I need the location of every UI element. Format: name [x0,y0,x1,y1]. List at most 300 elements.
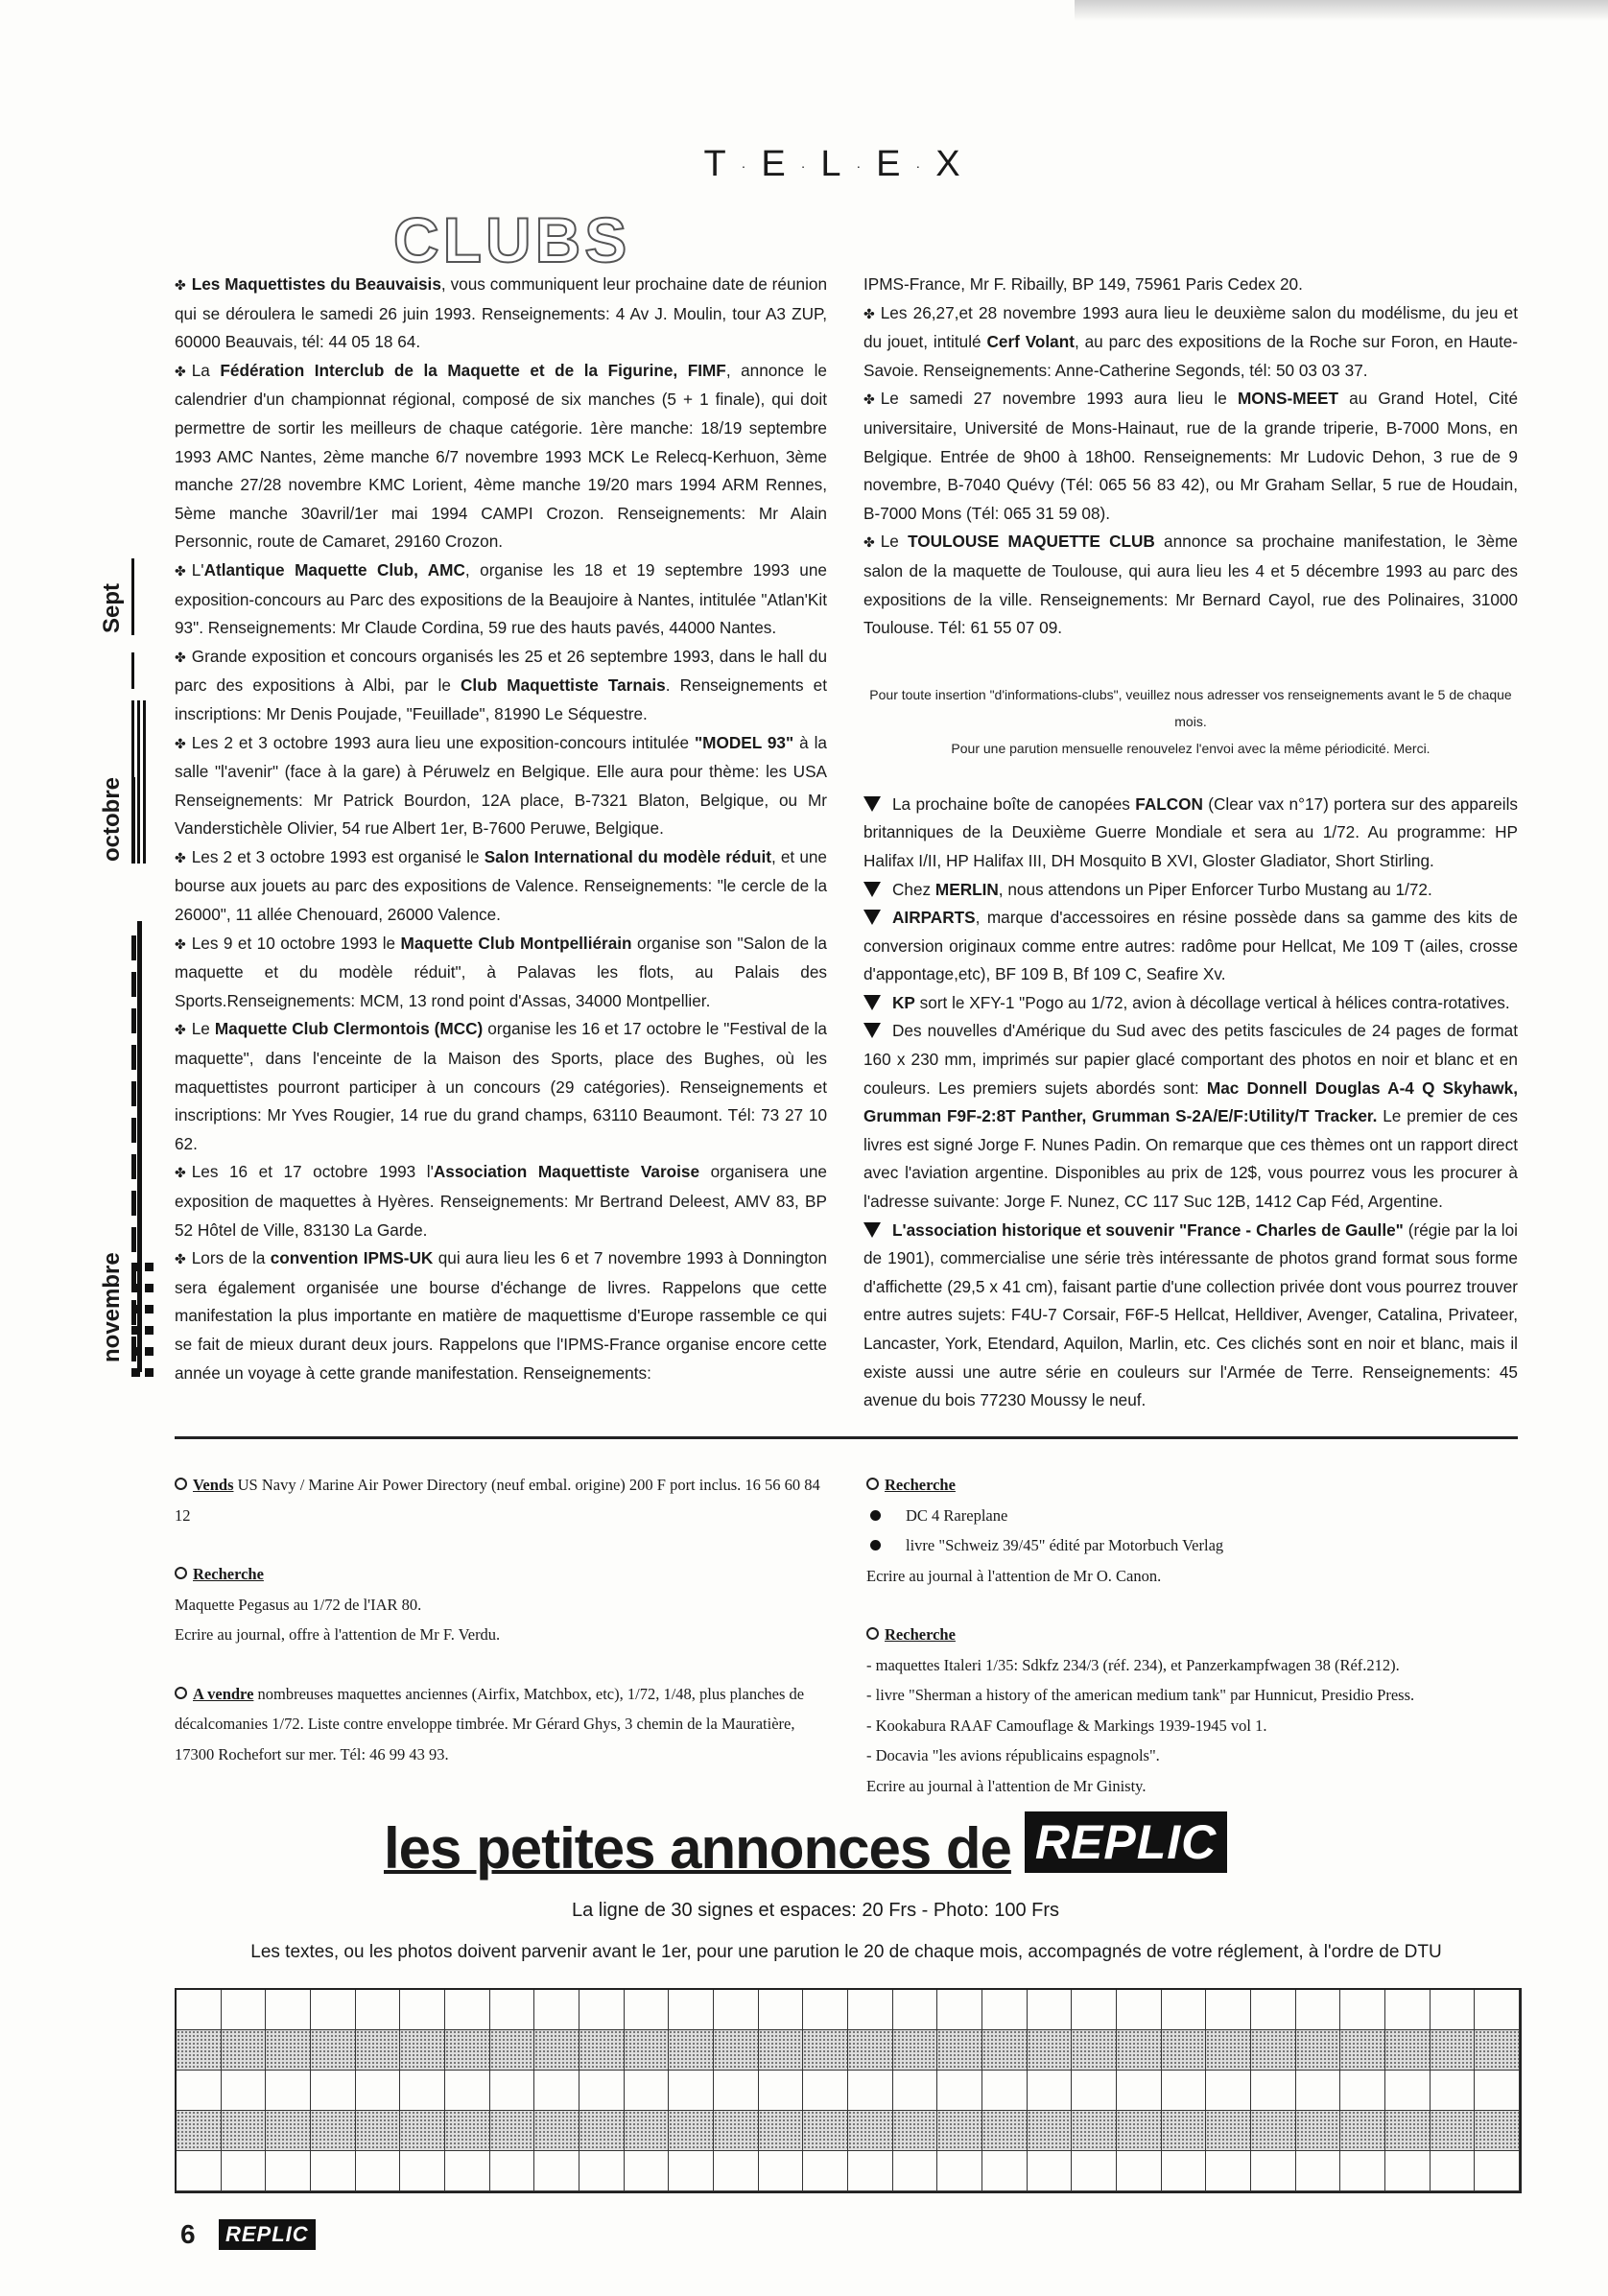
club-text: organisera une exposition de maquettes à Hyères. Renseignements: Mr Bertrand Deleest, AMV 83, BP 52 Hôtel de Ville, 83130 La Garde. [175,1162,827,1240]
grid-cell[interactable] [848,2071,893,2111]
ad-heading: A vendre [193,1684,254,1703]
grid-cell[interactable] [222,1990,267,2030]
grid-cell[interactable] [579,1990,625,2030]
ad-instructions: Les textes, ou les photos doivent parvenir avant le 1er, pour une parution le 20 de chaque mois, accompagnés de votre réglement, à l'ordre de DTU [250,1942,1442,1962]
grid-cell[interactable] [1206,2151,1251,2191]
club-text: Les 9 et 10 octobre 1993 le [191,933,401,953]
club-name: TOULOUSE MAQUETTE CLUB [908,532,1155,552]
month-label-sept: Sept [99,582,125,633]
club-name: Maquette Club Clermontois (MCC) [214,1019,484,1039]
club-name: Club Maquettiste Tarnais [461,675,666,696]
triangle-bullet-icon [863,1222,881,1238]
grid-cell[interactable] [937,2111,982,2151]
grid-cell[interactable] [490,2151,535,2191]
triangle-bullet-icon [863,1023,881,1038]
classified-ad [866,1470,1519,1591]
grid-cell[interactable] [177,2030,222,2071]
grid-cell[interactable] [445,2030,490,2071]
grid-cell[interactable] [579,2071,625,2111]
grid-cell[interactable] [1340,1990,1385,2030]
grid-cell[interactable] [848,2151,893,2191]
grid-cell[interactable] [1296,2151,1341,2191]
club-name: Les Maquettistes du Beauvaisis [191,274,441,294]
cross-bullet-icon: ✤ [175,562,186,579]
grid-cell[interactable] [669,2030,714,2071]
grid-cell[interactable] [1431,2111,1476,2151]
grid-cell[interactable] [759,2111,804,2151]
cross-bullet-icon: ✤ [175,735,186,751]
ad-bullet-item [866,1530,1519,1561]
club-announcement [863,385,1518,528]
grid-cell[interactable] [1028,2111,1073,2151]
ad-text: livre "Schweiz 39/45" édité par Motorbuch Verlag [906,1536,1224,1554]
grid-cell[interactable] [1072,2151,1117,2191]
grid-cell[interactable] [1028,1990,1073,2030]
grid-cell[interactable] [311,1990,356,2030]
grid-cell[interactable] [937,1990,982,2030]
ad-text: Ecrire au journal à l'attention de Mr O. Canon. [866,1566,1162,1585]
ad-heading: Recherche [193,1565,264,1583]
telex-letter: E [876,144,907,184]
club-announcement [175,357,827,556]
news-text: , nous attendons un Piper Enforcer Turbo Mustang au 1/72. [998,879,1432,899]
grid-cell[interactable] [222,2151,267,2191]
news-text: , marque d'accessoires en résine possède dans sa gamme des kits de conversion originaux comme entre autres: radôme pour Hellcat, Me 109 T (ailes, crosse d'appontage,etc), BF 109 B, Bf 109 C, Seafire Xv. [863,908,1518,984]
grid-cell[interactable] [1162,1990,1207,2030]
ad-text: US Navy / Marine Air Power Directory (neuf embal. origine) 200 F port inclus. 16 56 60 84 12 [175,1476,820,1525]
club-text: Le samedi 27 novembre 1993 aura lieu le [880,389,1238,409]
triangle-bullet-icon [863,882,881,897]
cross-bullet-icon: ✤ [175,1251,186,1267]
grid-cell[interactable] [1206,2071,1251,2111]
club-text: , annonce le calendrier d'un championnat régional, composé de six manches (5 + 1 finale), qui doit permettre de sortir les meilleurs de chaque catégorie. 1ère manche: 18/19 septembre 1993 AMC Nantes, 2ème manche 6/7 novembre 1993 MCK Le Relecq-Kerhuon, 3ème manche 27/28 novembre KMC Lorient, 4ème manche 19/20 mars 1994 ARM Rennes, 5ème manche 30avril/1er mai 1994 CAMPI Crozon. Renseignements: Mr Alain Personnic, route de Camaret, 29160 Crozon. [175,360,827,552]
grid-cell[interactable] [625,1990,670,2030]
club-text: Les 2 et 3 octobre 1993 est organisé le [191,846,485,866]
club-announcement [863,528,1518,642]
grid-cell[interactable] [1206,2111,1251,2151]
grid-cell[interactable] [1117,2151,1162,2191]
grid-cell[interactable] [714,2071,759,2111]
classified-ads-left [175,1470,837,1798]
club-name: convention IPMS-UK [270,1248,434,1268]
grid-cell[interactable] [1072,2071,1117,2111]
news-text: Des nouvelles d'Amérique du Sud avec des petits fascicules de 24 pages de format 160 x 230 mm, imprimés sur papier glacé comportant des photos en noir et blanc et en couleurs. Les premiers sujets abordés sont: [863,1021,1518,1098]
classified-ad [866,1620,1519,1801]
news-brand: MERLIN [934,879,999,899]
grid-cell[interactable] [848,2111,893,2151]
month-label-novembre: novembre [99,1252,125,1362]
telex-dot: · [800,157,812,174]
grid-cell[interactable] [1385,2071,1431,2111]
grid-cell[interactable] [534,2071,579,2111]
grid-cell[interactable] [937,2071,982,2111]
grid-cell[interactable] [1340,2071,1385,2111]
grid-cell[interactable] [1385,1990,1431,2030]
footer-replic-logo: REPLIC [219,2219,316,2250]
grid-cell[interactable] [1028,2071,1073,2111]
grid-cell[interactable] [356,1990,401,2030]
ad-heading: Recherche [885,1476,956,1494]
club-text: au Grand Hotel, Cité universitaire, Université de Mons-Hainaut, rue de la grande triperie, B-7000 Mons, en Belgique. Entrée de 9h00 à 18h00. Renseignements: Mr Ludovic Dehon, 3 rue de 9 novembre, B-7040 Quévy (Tél: 065 56 83 42), ou Mr Graham Sellar, 5 rue de Houdain, B-7000 Mons (Tél: 065 31 59 08). [863,389,1518,523]
grid-cell[interactable] [266,2030,311,2071]
news-text: sort le XFY-1 "Pogo au 1/72, avion à décollage vertical à hélices contra-rotatives. [914,992,1510,1012]
grid-cell[interactable] [1251,2151,1296,2191]
club-name: Maquette Club Montpelliérain [400,933,632,953]
clubs-left-column [175,271,827,1387]
grid-cell[interactable] [937,2151,982,2191]
club-announcement [175,1158,827,1244]
grid-cell[interactable] [266,2111,311,2151]
grid-cell[interactable] [177,2151,222,2191]
timeline-line [131,1154,136,1179]
page-number: 6 [180,2219,196,2249]
telex-letter: X [935,144,966,184]
grid-cell[interactable] [1296,2030,1341,2071]
grid-cell[interactable] [400,2111,445,2151]
cross-bullet-icon: ✤ [863,391,875,408]
club-name: Fédération Interclub de la Maquette et de la Figurine, FIMF [220,360,726,380]
telex-dot: · [915,157,927,174]
club-announcement [175,729,827,843]
grid-cell[interactable] [714,2111,759,2151]
club-text: organise les 16 et 17 octobre le "Festival de la maquette", dans l'enceinte de la Maison des Sports, place des Bughes, où les maquettistes pourront participer à un concours (29 catégories). Renseignements et inscriptions: Mr Yves Rougier, 14 rue du grand champs, 63110 Beaumont. Tél: 73 27 10 62. [175,1019,827,1153]
grid-cell[interactable] [311,2030,356,2071]
club-name: Cerf Volant [986,332,1075,352]
ad-pricing: La ligne de 30 signes et espaces: 20 Frs - Photo: 100 Frs [571,1900,1060,1921]
grid-cell[interactable] [714,2030,759,2071]
news-brand: FALCON [1135,793,1203,814]
grid-cell[interactable] [534,1990,579,2030]
grid-cell[interactable] [490,2071,535,2111]
ad-text: Maquette Pegasus au 1/72 de l'IAR 80. [175,1595,422,1614]
ad-text: Ecrire au journal à l'attention de Mr Ginisty. [866,1776,1147,1795]
club-name: Atlantique Maquette Club, AMC [203,559,465,580]
ad-text: - Kookabura RAAF Camouflage & Markings 1939-1945 vol 1. [866,1716,1267,1735]
timeline-line [131,1118,136,1143]
grid-cell[interactable] [1162,2071,1207,2111]
club-text: , vous communiquent leur prochaine date de réunion qui se déroulera le samedi 26 juin 1993. Renseignements: 4 Av J. Moulin, tour A3 ZUP, 60000 Beauvais, tél: 44 05 18 64. [175,274,828,352]
grid-cell[interactable] [1340,2111,1385,2151]
timeline-line [131,777,135,864]
club-announcement [175,930,827,1016]
grid-cell[interactable] [1206,1990,1251,2030]
petites-annonces-title [384,1811,1227,1882]
classified-ad [175,1559,837,1650]
timeline-square [145,1284,154,1292]
month-label-octobre: octobre [99,776,125,862]
club-text: Les 2 et 3 octobre 1993 aura lieu une exposition-concours intitulée [191,732,695,752]
news-item [863,904,1518,989]
grid-cell[interactable] [1475,2030,1520,2071]
grid-cell[interactable] [669,1990,714,2030]
ad-text: - livre "Sherman a history of the american medium tank" par Hunnicut, Presidio Press. [866,1686,1415,1704]
telex-letter: E [761,144,792,184]
grid-cell[interactable] [982,2030,1028,2071]
ad-entry-grid[interactable] [175,1988,1522,2193]
ad-text: nombreuses maquettes anciennes (Airfix, Matchbox, etc), 1/72, 1/48, plus planches de décalcomanies 1/72. Liste contre enveloppe timbrée. Mr Gérard Ghys, 3 chemin de la Mauratière, 17300 Rochefort sur mer. Tél: 46 99 43 93. [175,1684,805,1763]
grid-cell[interactable] [625,2151,670,2191]
grid-cell[interactable] [1475,2111,1520,2151]
club-text: , organise les 18 et 19 septembre 1993 une exposition-concours au Parc des expositions de la Beaujoire à Nantes, intitulée "Atlan'Kit 93". Renseignements: Mr Claude Cordina, 59 rue des hauts pavés, 44000 Nantes. [175,559,827,638]
grid-cell[interactable] [1117,1990,1162,2030]
grid-cell[interactable] [714,2151,759,2191]
grid-cell[interactable] [356,2111,401,2151]
grid-cell[interactable] [311,2151,356,2191]
grid-cell[interactable] [714,1990,759,2030]
grid-cell[interactable] [1431,2071,1476,2111]
insertion-note: Pour une parution mensuelle renouvelez l'envoi avec la même périodicité. Merci. [951,740,1431,756]
news-brand: L'association historique et souvenir "France - Charles de Gaulle" [892,1219,1404,1240]
news-text: La prochaine boîte de canopées [892,793,1136,814]
news-text: Le premier de ces livres est signé Jorge F. Nunes Padin. On remarque que ces thèmes ont un rapport direct avec l'aviation argentine. Disponibles au prix de 12$, vous pourrez vous les procurer à l'adresse suivante: Jorge F. Nunez, CC 117 Suc 12B, 1412 Cap Féd, Argentine. [863,1106,1519,1212]
ad-text: - Docavia "les avions républicains espagnols". [866,1746,1160,1764]
club-announcement [175,843,827,930]
cross-bullet-icon: ✤ [863,534,875,551]
grid-cell[interactable] [1072,2030,1117,2071]
grid-cell[interactable] [1072,2111,1117,2151]
grid-cell[interactable] [893,2151,938,2191]
grid-cell[interactable] [982,2071,1028,2111]
grid-cell[interactable] [669,2151,714,2191]
grid-cell[interactable] [937,2030,982,2071]
grid-cell[interactable] [490,2030,535,2071]
grid-cell[interactable] [177,1990,222,2030]
grid-cell[interactable] [356,2071,401,2111]
grid-cell[interactable] [893,2111,938,2151]
grid-cell[interactable] [1251,2030,1296,2071]
ad-heading: Vends [193,1476,234,1494]
grid-cell[interactable] [1028,2030,1073,2071]
news-brand: AIRPARTS [892,908,976,928]
timeline-line [131,652,134,689]
timeline-square [131,1284,140,1292]
club-name: Association Maquettiste Varoise [433,1162,700,1182]
grid-cell[interactable] [803,2071,848,2111]
cross-bullet-icon: ✤ [175,277,186,293]
grid-cell[interactable] [266,1990,311,2030]
club-announcement [175,1015,827,1158]
grid-cell[interactable] [445,2151,490,2191]
club-text: . Renseignements et inscriptions: Mr Denis Poujade, "Feuillade", 81990 Le Séquestre. [175,675,827,723]
triangle-bullet-icon [863,796,881,812]
grid-cell[interactable] [579,2151,625,2191]
grid-cell[interactable] [759,2030,804,2071]
grid-cell[interactable] [982,2111,1028,2151]
grid-cell[interactable] [1117,2030,1162,2071]
classified-ad [175,1679,837,1770]
club-text: , au parc des expositions de la Roche sur Foron, en Haute-Savoie. Renseignements: Anne-Catherine Segonds, tél: 50 03 03 37. [863,332,1519,380]
ad-heading: Recherche [885,1625,956,1644]
grid-cell[interactable] [669,2071,714,2111]
club-text: Lors de la [191,1248,271,1268]
grid-cell[interactable] [759,2071,804,2111]
news-brand: KP [892,992,915,1012]
cross-bullet-icon: ✤ [175,1022,186,1038]
grid-cell[interactable] [982,1990,1028,2030]
grid-cell[interactable] [1251,2071,1296,2111]
grid-cell[interactable] [1296,1990,1341,2030]
grid-cell[interactable] [266,2151,311,2191]
grid-cell[interactable] [1475,2151,1520,2191]
grid-cell[interactable] [803,2151,848,2191]
grid-cell[interactable] [1251,2111,1296,2151]
ad-header-line [866,1620,1519,1650]
grid-cell[interactable] [1162,2030,1207,2071]
grid-cell[interactable] [893,1990,938,2030]
ad-header-line [866,1470,1519,1501]
triangle-bullet-icon [863,995,881,1010]
cross-bullet-icon: ✤ [175,935,186,952]
grid-cell[interactable] [266,2071,311,2111]
telex-letter: L [820,144,847,184]
news-text: Chez [892,879,935,899]
grid-cell[interactable] [490,1990,535,2030]
grid-cell[interactable] [177,2071,222,2111]
grid-cell[interactable] [311,2071,356,2111]
grid-cell[interactable] [1475,1990,1520,2030]
grid-cell[interactable] [759,2151,804,2191]
timeline-line [137,700,140,864]
telex-dot: · [856,157,867,174]
cross-bullet-icon: ✤ [175,649,186,665]
timeline-square [131,1305,140,1314]
grid-cell[interactable] [803,1990,848,2030]
circle-bullet-icon [175,1478,187,1490]
grid-cell[interactable] [1162,2151,1207,2191]
grid-cell[interactable] [982,2151,1028,2191]
grid-cell[interactable] [1385,2030,1431,2071]
grid-cell[interactable] [803,2030,848,2071]
grid-cell[interactable] [311,2111,356,2151]
timeline-square [131,1263,140,1271]
timeline-line [131,1191,136,1216]
timeline-line [131,1008,136,1033]
club-name: MONS-MEET [1237,389,1338,409]
timeline-line [131,1045,136,1070]
club-text: , et une bourse aux jouets au parc des expositions de Valence. Renseignements: "le cercle de la 26000", 11 allée Chenouard, 26000 Valence. [175,846,827,925]
grid-cell[interactable] [579,2030,625,2071]
grid-cell[interactable] [1431,1990,1476,2030]
grid-cell[interactable] [1251,1990,1296,2030]
grid-cell[interactable] [579,2111,625,2151]
grid-cell[interactable] [848,2030,893,2071]
club-text: Les 26,27,et 28 novembre 1993 aura lieu le deuxième salon du modélisme, du jeu et du jouet, intitulé [863,302,1518,352]
grid-cell[interactable] [1385,2151,1431,2191]
grid-cell[interactable] [222,2111,267,2151]
club-text: qui aura lieu les 6 et 7 novembre 1993 à Donnington sera également organisée une bourse d'échange de livres. Rappelons que cette manifestation la plus importante en matière de maquettisme d'Europe rassemble ce qui se fait de mieux durant deux jours. Rappelons que l'IPMS-France organise encore cette année un voyage à cette grande manifestation. Renseignements: [175,1248,827,1383]
news-item [863,1217,1518,1415]
cross-bullet-icon: ✤ [175,363,186,379]
grid-cell[interactable] [534,2151,579,2191]
grid-cell[interactable] [1117,2111,1162,2151]
telex-dot: · [741,157,752,174]
grid-cell[interactable] [1296,2111,1341,2151]
news-text: (Clear vax n°17) portera sur des appareils britanniques de la Deuxième Guerre Mondiale et sera au 1/72. Au programme: HP Halifax I/II, HP Halifax III, DH Mosquito B XVI, Gloster Gladiator, Short Stirling. [863,793,1518,870]
cross-bullet-icon: ✤ [175,849,186,865]
ad-header-line [175,1679,837,1770]
dot-bullet-icon [870,1510,881,1521]
timeline-square [145,1326,154,1335]
grid-cell[interactable] [1072,1990,1117,2030]
classified-ads-right [866,1470,1519,1830]
grid-cell[interactable] [400,1990,445,2030]
timeline-line [131,935,136,960]
grid-cell[interactable] [445,1990,490,2030]
ad-header-line [175,1470,837,1530]
dot-bullet-icon [870,1540,881,1550]
news-item [863,791,1518,876]
grid-cell[interactable] [222,2071,267,2111]
grid-cell[interactable] [893,2030,938,2071]
grid-cell[interactable] [1162,2111,1207,2151]
section-divider [175,1436,1518,1439]
grid-cell[interactable] [445,2071,490,2111]
grid-cell[interactable] [625,2030,670,2071]
timeline-line [131,972,136,997]
grid-cell[interactable] [177,2111,222,2151]
month-timeline [91,556,149,1420]
club-name: Salon International du modèle réduit [484,846,771,866]
club-text: Le [880,532,909,552]
club-text: L' [191,559,204,580]
news-text: (régie par la loi de 1901), commercialise une série très intéressante de photos grand format sous forme d'affichette (29,5 x 41 cm), faisant partie d'une collection privée dont vous pourrez trouver entre autres sujets: F4U-7 Corsair, F6F-5 Hellcat, Helldiver, Avenger, Catalina, Privateer, Lancaster, York, Etendard, Aquilon, Marlin, etc. Ces clichés sont en noir et blanc, mais il existe aussi une autre série en couleurs sur l'Armée de Terre. Renseignements: 45 avenue du bois 77230 Moussy le neuf. [863,1219,1518,1410]
grid-cell[interactable] [356,2151,401,2191]
grid-cell[interactable] [848,1990,893,2030]
grid-cell[interactable] [534,2030,579,2071]
timeline-square [131,1368,140,1377]
grid-cell[interactable] [803,2111,848,2151]
grid-cell[interactable] [1206,2030,1251,2071]
club-name: "MODEL 93" [694,732,794,752]
grid-cell[interactable] [356,2030,401,2071]
timeline-line [143,700,146,864]
telex-letter: T [703,144,732,184]
clubs-heading: CLUBS [393,204,631,275]
grid-cell[interactable] [222,2030,267,2071]
grid-cell[interactable] [445,2111,490,2151]
grid-cell[interactable] [1296,2071,1341,2111]
club-announcement [175,271,827,357]
grid-cell[interactable] [490,2111,535,2151]
classified-ad [175,1470,837,1530]
grid-cell[interactable] [625,2111,670,2151]
club-text: Grande exposition et concours organisés les 25 et 26 septembre 1993, dans le hall du parc des expositions à Albi, par le [175,646,827,696]
grid-cell[interactable] [893,2071,938,2111]
grid-cell[interactable] [669,2111,714,2151]
grid-cell[interactable] [1028,2151,1073,2191]
replic-logo: REPLIC [1025,1811,1227,1873]
grid-cell[interactable] [1340,2030,1385,2071]
scan-shadow [1075,0,1608,21]
grid-cell[interactable] [759,1990,804,2030]
grid-cell[interactable] [1340,2151,1385,2191]
grid-cell[interactable] [1117,2071,1162,2111]
grid-cell[interactable] [1385,2111,1431,2151]
grid-cell[interactable] [400,2071,445,2111]
grid-cell[interactable] [1431,2151,1476,2191]
timeline-square [131,1347,140,1356]
club-text: La [191,360,221,380]
timeline-line [131,1081,136,1106]
grid-cell[interactable] [1431,2030,1476,2071]
grid-cell[interactable] [534,2111,579,2151]
timeline-line [131,558,134,635]
grid-cell[interactable] [1475,2071,1520,2111]
grid-cell[interactable] [400,2151,445,2191]
grid-cell[interactable] [625,2071,670,2111]
club-text: Les 16 et 17 octobre 1993 l' [191,1162,434,1182]
grid-cell[interactable] [400,2030,445,2071]
